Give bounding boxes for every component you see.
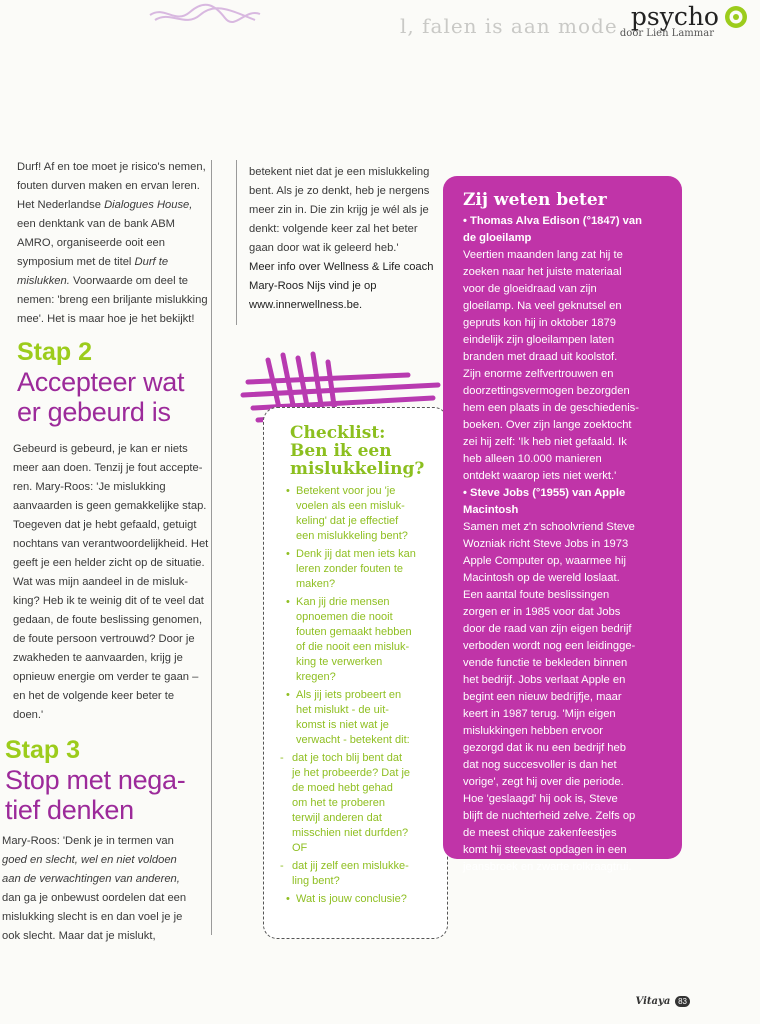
checklist-card <box>263 407 448 939</box>
column-divider <box>236 160 237 325</box>
list-item: • Als jij iets probeert en het mislukt - de uit- komst is niet wat je verwacht - betekent dit: <box>286 689 410 746</box>
list-item: • Wat is jouw conclusie? <box>286 893 407 905</box>
intro-paragraph: Durf! Af en toe moet je risico's nemen, fouten durven maken en ervan leren. Het Nederlandse Dialogues House, een denktank van de bank ABM AMRO, organiseerde ooit een symposium met de titel Durf te mislukken. Voorwaarde om deel te nemen: 'breng een briljante mislukking mee'. Het is maar hoe je het bekijkt! <box>17 161 208 325</box>
stap3-heading <box>5 736 210 825</box>
byline: door Lien Lammar <box>619 28 714 39</box>
list-item: • Kan jij drie mensen opnoemen die nooit fouten gemaakt hebben of die nooit een misluk- king te verwerken kregen? <box>286 596 412 683</box>
edison-heading: • Thomas Alva Edison (°1847) van de gloeilamp <box>463 215 642 244</box>
col2-paragraph: betekent niet dat je een mislukkeling bent. Als je zo denkt, heb je nergens meer zin in. Die zin krijg je wél als je denkt: volgende keer zal het beter gaan door wat ik geleerd heb.' Meer info over Wellness & Life coach Mary-Roos Nijs vind je op www.innerwellness.be. <box>249 163 441 315</box>
page-header <box>620 2 748 39</box>
column-divider <box>211 160 212 935</box>
list-item: - dat je toch blij bent dat je het probeerde? Dat je de moed hebt gehad om het te proberen terwijl anderen dat misschien niet durfden? OF <box>280 752 411 854</box>
ghost-headline-text: l, falen is aan mode <box>400 14 618 38</box>
stap3-paragraph: Mary-Roos: 'Denk je in termen van goed en slecht, wel en niet voldoen aan de verwachtingen van anderen, dan ga je onbewust oordelen dat een mislukking slecht is en dan voel je je ook slecht. Maar dat je mislukt, <box>2 835 187 942</box>
checklist-items <box>280 484 437 907</box>
target-icon <box>724 5 748 29</box>
section-label: psycho <box>630 2 719 31</box>
jobs-heading: • Steve Jobs (°1955) van Apple Macintosh <box>463 487 626 516</box>
stap2-title: Accepteer wat er gebeurd is <box>17 367 185 427</box>
stap3-number: Stap 3 <box>5 736 81 764</box>
checklist-title: Checklist: Ben ik een mislukkeling? <box>290 423 425 479</box>
zij-weten-beter-box <box>443 176 682 873</box>
stap2-number: Stap 2 <box>17 338 93 366</box>
jobs-text: Samen met z'n schoolvriend Steve Wozniak richt Steve Jobs in 1973 Apple Computer op, waarmee hij Macintosh op de wereld loslaat. Een aantal foute beslissingen zorgen er in 1985 voor dat Jobs door de raad van zijn eigen bedrijf verboden wordt nog een leidingge- vende functie te bekleden binnen het bedrijf. Jobs verlaat Apple en begint een nieuw bedrijfje, maar keert in 1987 terug. 'Mijn eigen mislukkingen hebben ervoor gezorgd dat ik nu een bedrijf heb dat nog succesvoller is dan het vorige', zegt hij over die periode. Hoe 'geslaagd' hij ook is, Steve blijft de nuchterheid zelve. Zelfs op de meest chique zakenfeestjes komt hij steevast opdagen in een jeansbroek en zwarte rolkraagtrui. <box>463 521 636 873</box>
stap3-title: Stop met nega- tief denken <box>5 765 186 825</box>
page-footer <box>636 996 690 1007</box>
stap2-heading <box>17 338 212 427</box>
box-title: Zij weten beter <box>463 190 607 210</box>
page-number: 83 <box>675 996 690 1007</box>
magazine-name: Vitaya <box>635 996 671 1007</box>
list-item: - dat jij zelf een mislukke- ling bent? <box>280 860 409 887</box>
list-item: • Denk jij dat men iets kan leren zonder fouten te maken? <box>286 548 416 590</box>
decorative-scribble <box>145 0 265 30</box>
website-link[interactable]: www.innerwellness.be. <box>249 299 363 311</box>
stap2-paragraph: Gebeurd is gebeurd, je kan er niets meer aan doen. Tenzij je fout accepte- ren. Mary-Roos: 'Je mislukking aanvaarden is geen gemakkelijke stap. Toegeven dat je hebt gefaald, getuigt nochtans van verantwoordelijkheid. Het geeft je een helder zicht op de situatie. Wat was mijn aandeel in de misluk- king? Heb ik te weinig dit of te veel dat gedaan, de foute beslissing genomen, de foute persoon vertrouwd? Door je zwakheden te aanvaarden, krijg je opnieuw energie om verder te gaan – en het de volgende keer beter te doen.' <box>13 443 209 721</box>
list-item: • Betekent voor jou 'je voelen als een misluk- keling' dat je effectief een mislukkeling bent? <box>286 485 408 542</box>
edison-text: Veertien maanden lang zat hij te zoeken naar het juiste materiaal voor de gloeidraad van zijn gloeilamp. Na veel geknutsel en gepruts kon hij in oktober 1879 eindelijk zijn gloeilampen laten branden met draad uit koolstof. Zijn enorme zelfvertrouwen en doorzettingsvermogen bezorgden hem een plaats in de geschiedenis- boeken. Over zijn lange zoektocht zei hij zelf: 'Ik heb niet gefaald. Ik heb alleen 10.000 manieren ontdekt waarop iets niet werkt.' <box>463 249 640 482</box>
